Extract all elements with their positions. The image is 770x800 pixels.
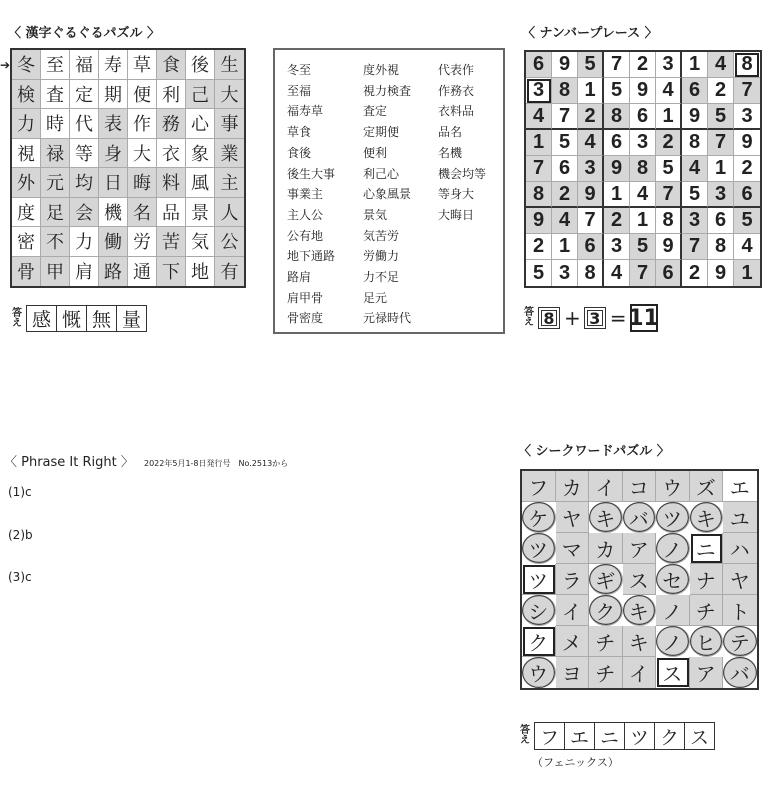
phrase-issue: 2022年5月1-8日発行号 No.2513から [144, 459, 289, 468]
number-cell: 2 [734, 156, 760, 182]
kanji-cell: 禄 [41, 139, 70, 169]
number-cell: 5 [578, 52, 604, 78]
number-cell: 4 [630, 182, 656, 208]
kana-cell: エ [723, 471, 757, 502]
word-list-item: 定期便 [363, 125, 400, 140]
number-cell: 6 [604, 130, 630, 156]
number-cell: 6 [552, 156, 578, 182]
number-cell: 5 [526, 260, 552, 286]
number-cell: 8 [578, 260, 604, 286]
number-cell: 5 [734, 208, 760, 234]
kana-cell: ギ [589, 564, 623, 595]
kanji-cell: 検 [12, 80, 41, 110]
kanji-cell: 心 [186, 109, 215, 139]
word-list-item: 度外視 [363, 63, 400, 77]
kanji-cell: 元 [41, 168, 70, 198]
number-cell: 7 [526, 156, 552, 182]
number-cell: 1 [656, 104, 682, 130]
phrase-title [4, 451, 288, 470]
kanji-cell: 景 [186, 198, 215, 228]
kanji-cell: 通 [128, 257, 157, 287]
word-list-item: 便利 [363, 145, 388, 160]
number-cell: 7 [682, 234, 708, 260]
number-cell: 5 [552, 130, 578, 156]
number-cell: 6 [578, 234, 604, 260]
number-cell: 4 [604, 260, 630, 286]
number-cell: 1 [734, 260, 760, 286]
kanji-cell: 品 [157, 198, 186, 228]
kana-cell: ア [623, 533, 657, 564]
kanji-cell: 働 [99, 227, 128, 257]
word-list-item: 景気 [363, 207, 388, 222]
word-list-item: 品名 [438, 125, 463, 140]
phrase-answer-3: (3)c [8, 570, 32, 584]
kanji-cell: 甲 [41, 257, 70, 287]
kanji-answer [12, 305, 147, 332]
kanji-cell: 労 [128, 227, 157, 257]
word-list [273, 48, 505, 334]
kanji-cell: 生 [215, 50, 244, 80]
number-cell: 8 [630, 156, 656, 182]
number-cell: 8 [656, 208, 682, 234]
number-cell: 7 [604, 52, 630, 78]
number-cell: 2 [682, 260, 708, 286]
number-cell: 5 [682, 182, 708, 208]
kanji-cell: 福 [70, 50, 99, 80]
kanji-cell: 路 [99, 257, 128, 287]
number-cell: 8 [734, 52, 760, 78]
answer-label: 答え [12, 307, 22, 329]
number-cell: 7 [708, 130, 734, 156]
kana-cell: ユ [723, 502, 757, 533]
word-list-item: 衣料品 [438, 104, 475, 119]
kana-cell: イ [556, 595, 590, 626]
kanji-cell: 至 [41, 50, 70, 80]
word-list-item: 労働力 [363, 249, 400, 264]
number-cell: 4 [708, 52, 734, 78]
kana-cell: イ [589, 471, 623, 502]
number-cell: 4 [578, 130, 604, 156]
word-list-item: 主人公 [287, 207, 324, 222]
kanji-cell: 足 [41, 198, 70, 228]
answer-kana-box: エ [564, 722, 595, 750]
equals-sign: = [609, 306, 627, 330]
seek-word-title: 〈 シークワードパズル 〉 [518, 444, 670, 459]
start-arrow-icon: ➔ [0, 58, 11, 72]
number-cell: 9 [526, 208, 552, 234]
kana-cell: ヨ [556, 657, 590, 688]
number-cell: 6 [734, 182, 760, 208]
kana-cell: ケ [522, 502, 556, 533]
kana-cell: セ [656, 564, 690, 595]
kanji-cell: 作 [128, 109, 157, 139]
number-cell: 7 [734, 78, 760, 104]
number-cell: 3 [604, 234, 630, 260]
answer-kanji-box: 量 [116, 305, 147, 332]
kana-cell: ツ [522, 533, 556, 564]
kana-cell: フ [522, 471, 556, 502]
word-list-item: 草食 [287, 125, 312, 140]
word-list-item: 作務衣 [438, 83, 475, 98]
kana-cell: ズ [690, 471, 724, 502]
number-cell: 6 [708, 208, 734, 234]
kanji-cell: 後 [186, 50, 215, 80]
kanji-cell: 大 [128, 139, 157, 169]
number-place-title: 〈 ナンバープレース 〉 [522, 26, 658, 41]
kana-cell: キ [623, 595, 657, 626]
word-list-item: 機会均等 [438, 166, 487, 181]
kanji-cell: 冬 [12, 50, 41, 80]
kana-cell: テ [723, 626, 757, 657]
kanji-cell: 人 [215, 198, 244, 228]
word-list-item: 公有地 [287, 228, 324, 243]
number-cell: 2 [578, 104, 604, 130]
number-cell: 4 [682, 156, 708, 182]
number-cell: 2 [552, 182, 578, 208]
kanji-cell: 査 [41, 80, 70, 110]
number-cell: 8 [604, 104, 630, 130]
kana-cell: ニ [690, 533, 724, 564]
answer-kanji-box: 無 [86, 305, 117, 332]
kanji-cell: 名 [128, 198, 157, 228]
number-place-answer [524, 304, 658, 332]
kanji-cell: 衣 [157, 139, 186, 169]
number-cell: 5 [656, 156, 682, 182]
kanji-cell: 度 [12, 198, 41, 228]
kana-cell: ヤ [723, 564, 757, 595]
kana-cell: チ [589, 626, 623, 657]
word-list-item: 足元 [363, 290, 388, 305]
word-list-item: 冬至 [287, 63, 312, 77]
kana-cell: ウ [522, 657, 556, 688]
number-cell: 6 [526, 52, 552, 78]
number-cell: 9 [708, 260, 734, 286]
kanji-cell: 寿 [99, 50, 128, 80]
answer-sum: 11 [628, 305, 659, 331]
number-cell: 5 [630, 234, 656, 260]
word-list-item: 代表作 [438, 63, 475, 77]
word-list-item: 骨密度 [287, 311, 324, 326]
kanji-cell: 草 [128, 50, 157, 80]
number-cell: 4 [526, 104, 552, 130]
word-list-item: 福寿草 [287, 104, 324, 119]
kanji-grid [10, 48, 246, 288]
number-cell: 2 [604, 208, 630, 234]
kana-cell: チ [589, 657, 623, 688]
number-cell: 9 [630, 78, 656, 104]
seek-word-reading: （フェニックス） [532, 756, 619, 769]
number-cell: 3 [734, 104, 760, 130]
kana-cell: ナ [690, 564, 724, 595]
kanji-cell: 不 [41, 227, 70, 257]
kanji-cell: 表 [99, 109, 128, 139]
kana-cell: シ [522, 595, 556, 626]
kana-cell: ラ [556, 564, 590, 595]
word-list-item: 査定 [363, 104, 388, 119]
kanji-cell: 等 [70, 139, 99, 169]
word-list-item: 後生大事 [287, 166, 336, 181]
word-list-item: 事業主 [287, 187, 324, 202]
kana-cell: ツ [522, 564, 556, 595]
number-cell: 7 [630, 260, 656, 286]
kana-cell: メ [556, 626, 590, 657]
kana-cell: バ [623, 502, 657, 533]
number-cell: 9 [682, 104, 708, 130]
number-cell: 1 [682, 52, 708, 78]
answer-kana-box: ク [654, 722, 685, 750]
phrase-answer-2: (2)b [8, 528, 33, 542]
kana-cell: ト [723, 595, 757, 626]
word-list-item: 力不足 [363, 270, 400, 285]
kanji-cell: 外 [12, 168, 41, 198]
kana-cell: ス [623, 564, 657, 595]
kana-cell: キ [589, 502, 623, 533]
kanji-cell: 骨 [12, 257, 41, 287]
kana-cell: ス [656, 657, 690, 688]
kana-cell: ノ [656, 533, 690, 564]
kana-cell: ヤ [556, 502, 590, 533]
answer-kana-box: ス [684, 722, 715, 750]
kanji-cell: 風 [186, 168, 215, 198]
kanji-cell: 利 [157, 80, 186, 110]
kanji-cell: 有 [215, 257, 244, 287]
answer-kanji-box: 慨 [56, 305, 87, 332]
answer-digit-a: 8 [538, 307, 560, 329]
number-cell: 9 [578, 182, 604, 208]
kanji-cell: 日 [99, 168, 128, 198]
number-cell: 8 [682, 130, 708, 156]
number-cell: 6 [656, 260, 682, 286]
kanji-cell: 便 [128, 80, 157, 110]
number-cell: 2 [708, 78, 734, 104]
kana-cell: ノ [656, 626, 690, 657]
kana-cell: カ [556, 471, 590, 502]
number-cell: 2 [656, 130, 682, 156]
kanji-cell: 料 [157, 168, 186, 198]
number-cell: 7 [552, 104, 578, 130]
kana-cell: ノ [656, 595, 690, 626]
number-cell: 5 [708, 104, 734, 130]
kanji-cell: 己 [186, 80, 215, 110]
kana-cell: キ [690, 502, 724, 533]
kanji-cell: 食 [157, 50, 186, 80]
number-cell: 4 [734, 234, 760, 260]
kanji-cell: 視 [12, 139, 41, 169]
number-cell: 3 [682, 208, 708, 234]
answer-kana-box: ニ [594, 722, 625, 750]
kanji-cell: 力 [12, 109, 41, 139]
number-cell: 1 [630, 208, 656, 234]
word-list-item: 肩甲骨 [287, 290, 324, 305]
number-cell: 7 [656, 182, 682, 208]
kanji-cell: 会 [70, 198, 99, 228]
number-cell: 2 [630, 52, 656, 78]
number-cell: 6 [630, 104, 656, 130]
number-cell: 1 [708, 156, 734, 182]
kanji-cell: 事 [215, 109, 244, 139]
number-cell: 9 [656, 234, 682, 260]
word-list-item: 大晦日 [438, 207, 475, 222]
word-list-item: 食後 [287, 145, 312, 160]
number-cell: 3 [526, 78, 552, 104]
kana-cell: コ [623, 471, 657, 502]
number-cell: 3 [578, 156, 604, 182]
kanji-cell: 下 [157, 257, 186, 287]
answer-kana-box: ツ [624, 722, 655, 750]
word-list-item: 名機 [438, 145, 463, 160]
plus-sign: + [564, 306, 581, 330]
seek-word-grid [520, 469, 759, 690]
answer-label: 答え [520, 725, 530, 746]
kanji-cell: 代 [70, 109, 99, 139]
answer-label: 答え [524, 307, 534, 328]
number-cell: 9 [552, 52, 578, 78]
number-cell: 2 [526, 234, 552, 260]
word-list-item: 視力検査 [363, 83, 412, 98]
kanji-cell: 機 [99, 198, 128, 228]
kanji-cell: 主 [215, 168, 244, 198]
kana-cell: ハ [723, 533, 757, 564]
kana-cell: ア [690, 657, 724, 688]
kanji-cell: 定 [70, 80, 99, 110]
kana-cell: ウ [656, 471, 690, 502]
kanji-cell: 身 [99, 139, 128, 169]
kana-cell: キ [623, 626, 657, 657]
phrase-answer-1: (1)c [8, 485, 32, 499]
number-cell: 6 [682, 78, 708, 104]
kanji-cell: 均 [70, 168, 99, 198]
kanji-cell: 晦 [128, 168, 157, 198]
kanji-cell: 期 [99, 80, 128, 110]
kana-cell: バ [723, 657, 757, 688]
word-list-item: 気苦労 [363, 228, 400, 243]
kanji-cell: 象 [186, 139, 215, 169]
kana-cell: ク [589, 595, 623, 626]
number-cell: 3 [630, 130, 656, 156]
kana-cell: チ [690, 595, 724, 626]
number-cell: 1 [578, 78, 604, 104]
kanji-cell: 大 [215, 80, 244, 110]
kanji-cell: 地 [186, 257, 215, 287]
phrase-title-text: 〈 Phrase It Right 〉 [4, 455, 134, 470]
kanji-cell: 務 [157, 109, 186, 139]
number-cell: 3 [708, 182, 734, 208]
kana-cell: マ [556, 533, 590, 564]
number-cell: 1 [604, 182, 630, 208]
word-list-item: 路肩 [287, 270, 312, 285]
kanji-cell: 肩 [70, 257, 99, 287]
kanji-cell: 業 [215, 139, 244, 169]
number-place-grid [524, 50, 762, 288]
kanji-cell: 公 [215, 227, 244, 257]
number-cell: 9 [734, 130, 760, 156]
number-cell: 8 [708, 234, 734, 260]
number-cell: 8 [526, 182, 552, 208]
number-cell: 8 [552, 78, 578, 104]
kana-cell: カ [589, 533, 623, 564]
kanji-cell: 密 [12, 227, 41, 257]
answer-kana-box: フ [534, 722, 565, 750]
kanji-cell: 苦 [157, 227, 186, 257]
number-cell: 4 [656, 78, 682, 104]
kana-cell: ヒ [690, 626, 724, 657]
seek-word-answer [520, 722, 715, 750]
number-cell: 5 [604, 78, 630, 104]
number-cell: 1 [526, 130, 552, 156]
number-cell: 7 [578, 208, 604, 234]
kana-cell: ク [522, 626, 556, 657]
number-cell: 3 [552, 260, 578, 286]
number-cell: 3 [656, 52, 682, 78]
kana-cell: イ [623, 657, 657, 688]
answer-kanji-box: 感 [26, 305, 57, 332]
kanji-cell: 力 [70, 227, 99, 257]
kanji-cell: 時 [41, 109, 70, 139]
word-list-item: 心象風景 [363, 187, 412, 202]
number-cell: 4 [552, 208, 578, 234]
word-list-item: 至福 [287, 83, 312, 98]
word-list-item: 地下通路 [287, 249, 336, 264]
answer-digit-b: 3 [584, 307, 606, 329]
number-cell: 9 [604, 156, 630, 182]
number-cell: 1 [552, 234, 578, 260]
word-list-item: 等身大 [438, 187, 475, 202]
kana-cell: ツ [656, 502, 690, 533]
kanji-puzzle-title: 〈 漢字ぐるぐるパズル 〉 [8, 26, 161, 41]
word-list-item: 利己心 [363, 166, 400, 181]
kanji-cell: 気 [186, 227, 215, 257]
word-list-item: 元禄時代 [363, 311, 412, 326]
